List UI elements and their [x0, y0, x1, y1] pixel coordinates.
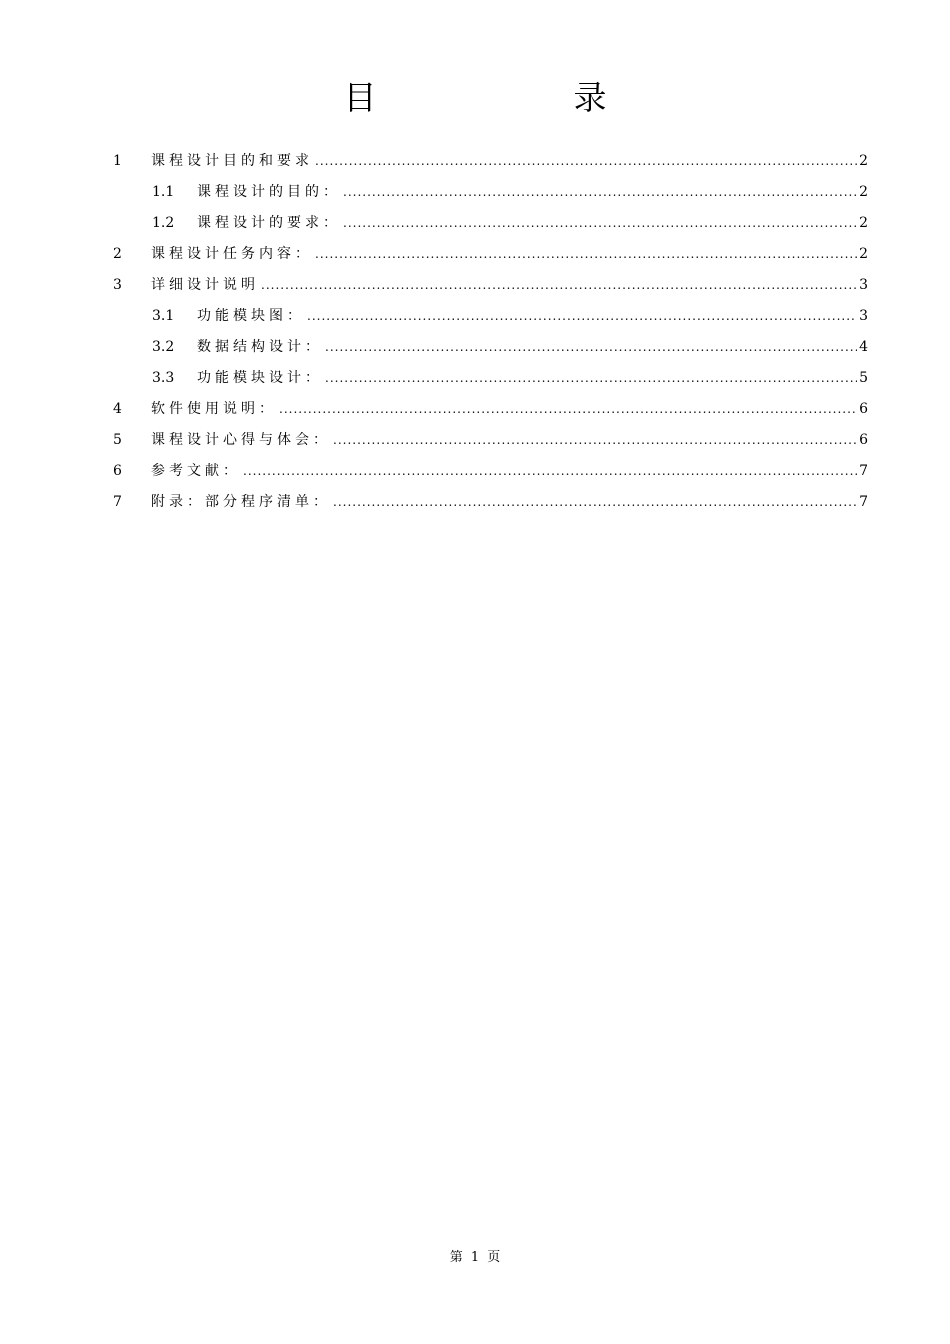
toc-leader-dots	[243, 456, 857, 487]
toc-leader-dots	[325, 363, 857, 394]
toc-entry-text: 课程设计的要求：	[197, 215, 341, 231]
toc-entry-text: 功能模块图：	[197, 308, 305, 324]
toc-entry-page: 3	[859, 277, 868, 293]
toc-leader-dots	[343, 177, 857, 208]
toc-entry-number: 2	[113, 246, 122, 262]
toc-entry-page: 2	[859, 184, 868, 200]
toc-entry-page: 7	[859, 494, 868, 510]
toc-entry[interactable]	[110, 363, 868, 394]
toc-entry-page: 3	[859, 308, 868, 324]
toc-entry[interactable]	[110, 208, 868, 239]
toc-leader-dots	[279, 394, 857, 425]
toc-entry-number: 4	[113, 401, 122, 417]
toc-entry-page: 2	[859, 215, 868, 231]
toc-entry[interactable]	[110, 394, 868, 425]
toc-entry-number: 5	[113, 432, 122, 448]
toc-entry-number: 3	[113, 277, 122, 293]
toc-leader-dots	[307, 301, 857, 332]
toc-entry-text: 软件使用说明：	[151, 401, 277, 417]
toc-entry-text: 课程设计目的和要求	[151, 153, 313, 169]
toc-entry-text: 详细设计说明	[151, 277, 259, 293]
toc-title: 目 录	[343, 78, 689, 117]
toc-entry[interactable]	[110, 146, 868, 177]
toc-entry[interactable]	[110, 487, 868, 518]
toc-entry[interactable]	[110, 239, 868, 270]
toc-entry[interactable]	[110, 270, 868, 301]
toc-entry[interactable]	[110, 456, 868, 487]
toc-entry-number: 3.2	[152, 339, 175, 355]
toc-entry-text: 参考文献：	[151, 463, 241, 479]
toc-entry-page: 2	[859, 246, 868, 262]
toc-entry-text: 功能模块设计：	[197, 370, 323, 386]
toc-entry-page: 7	[859, 463, 868, 479]
toc-entry-text: 数据结构设计：	[197, 339, 323, 355]
toc-entry-text: 课程设计任务内容：	[151, 246, 313, 262]
table-of-contents	[110, 146, 868, 518]
toc-entry-page: 5	[859, 370, 868, 386]
toc-entry-number: 1	[113, 153, 122, 169]
toc-entry-number: 7	[113, 494, 122, 510]
toc-entry-page: 6	[859, 432, 868, 448]
toc-entry-number: 3.3	[152, 370, 175, 386]
toc-entry-number: 1.1	[152, 184, 175, 200]
toc-leader-dots	[333, 425, 857, 456]
toc-entry-number: 6	[113, 463, 122, 479]
toc-leader-dots	[343, 208, 857, 239]
toc-entry-number: 1.2	[152, 215, 175, 231]
toc-leader-dots	[261, 270, 857, 301]
toc-entry-text: 课程设计的目的：	[197, 184, 341, 200]
toc-entry-text: 课程设计心得与体会：	[151, 432, 331, 448]
toc-leader-dots	[315, 146, 857, 177]
toc-leader-dots	[325, 332, 857, 363]
toc-entry[interactable]	[110, 301, 868, 332]
toc-entry[interactable]	[110, 332, 868, 363]
toc-entry[interactable]	[110, 425, 868, 456]
page-footer: 第 1 页	[449, 1250, 501, 1265]
toc-leader-dots	[315, 239, 857, 270]
toc-entry-page: 2	[859, 153, 868, 169]
toc-entry-page: 4	[859, 339, 868, 355]
toc-entry-text: 附录：部分程序清单：	[151, 494, 331, 510]
toc-entry[interactable]	[110, 177, 868, 208]
toc-entry-number: 3.1	[152, 308, 175, 324]
toc-entry-page: 6	[859, 401, 868, 417]
toc-leader-dots	[333, 487, 857, 518]
